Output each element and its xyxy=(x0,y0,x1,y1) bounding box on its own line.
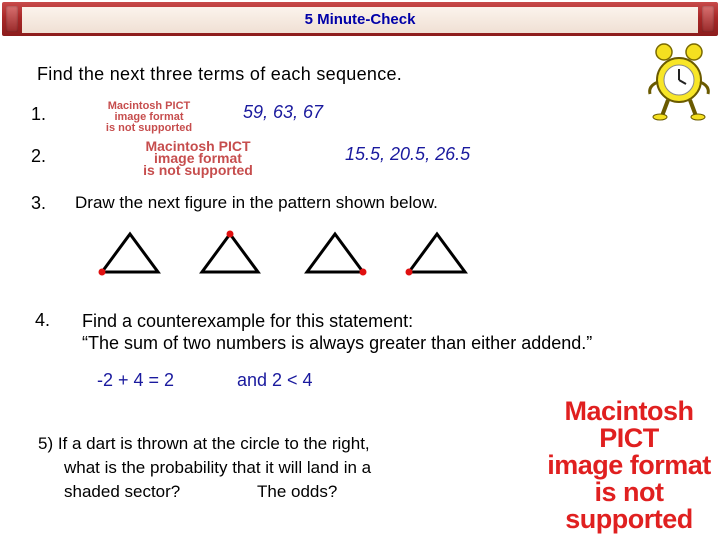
question-5-line1: 5) If a dart is thrown at the circle to the right, xyxy=(38,434,370,453)
banner-cap-right xyxy=(702,6,714,32)
question-5-line4: The odds? xyxy=(257,482,338,501)
pict-line: image format xyxy=(154,149,242,166)
alarm-clock-icon xyxy=(644,42,714,120)
item-1-number: 1. xyxy=(31,104,47,124)
pict-line: is not supported xyxy=(105,122,193,134)
pict-placeholder-large xyxy=(536,398,722,533)
item-3-text: Draw the next figure in the pattern shown below. xyxy=(75,193,438,212)
item-4-line2: “The sum of two numbers is always greater than either addend.” xyxy=(82,333,593,353)
item-2-number: 2. xyxy=(31,146,47,166)
item-2-answer: 15.5, 20.5, 26.5 xyxy=(345,144,471,164)
question-5-line3: shaded sector? xyxy=(64,482,181,501)
triangle-4-dot xyxy=(406,269,413,276)
banner-plate xyxy=(22,7,698,33)
header-banner xyxy=(2,2,718,36)
pict-line: is not supported xyxy=(143,161,253,178)
item-4-answer-equation: -2 + 4 = 2 xyxy=(97,370,175,390)
item-4-line1: Find a counterexample for this statement: xyxy=(82,311,414,331)
pict-line: Macintosh PICT xyxy=(564,396,694,453)
pict-placeholder-2 xyxy=(78,138,318,178)
triangle-2 xyxy=(202,231,258,273)
triangle-1-dot xyxy=(99,269,106,276)
pict-line: Macintosh PICT xyxy=(107,100,191,112)
triangle-1 xyxy=(99,234,159,276)
pict-placeholder-1 xyxy=(74,101,224,134)
pict-line: is not supported xyxy=(565,477,693,534)
pict-line: image format xyxy=(547,450,711,480)
triangle-pattern xyxy=(90,224,480,280)
item-3-number: 3. xyxy=(31,193,47,213)
instructions: Find the next three terms of each sequence. xyxy=(37,64,403,84)
banner-cap-left xyxy=(6,6,18,32)
triangle-3 xyxy=(307,234,367,276)
triangle-4 xyxy=(406,234,466,276)
item-4-number: 4. xyxy=(35,310,51,330)
pict-line: Macintosh PICT xyxy=(145,138,251,154)
item-4-answer-comparison: and 2 < 4 xyxy=(237,370,313,390)
pict-line: image format xyxy=(114,111,184,123)
item-1-answer: 59, 63, 67 xyxy=(243,102,324,122)
question-5-line2: what is the probability that it will land in a xyxy=(64,458,372,477)
triangle-2-dot xyxy=(227,231,234,238)
page-title: 5 Minute-Check xyxy=(304,11,416,28)
triangle-3-dot xyxy=(360,269,367,276)
